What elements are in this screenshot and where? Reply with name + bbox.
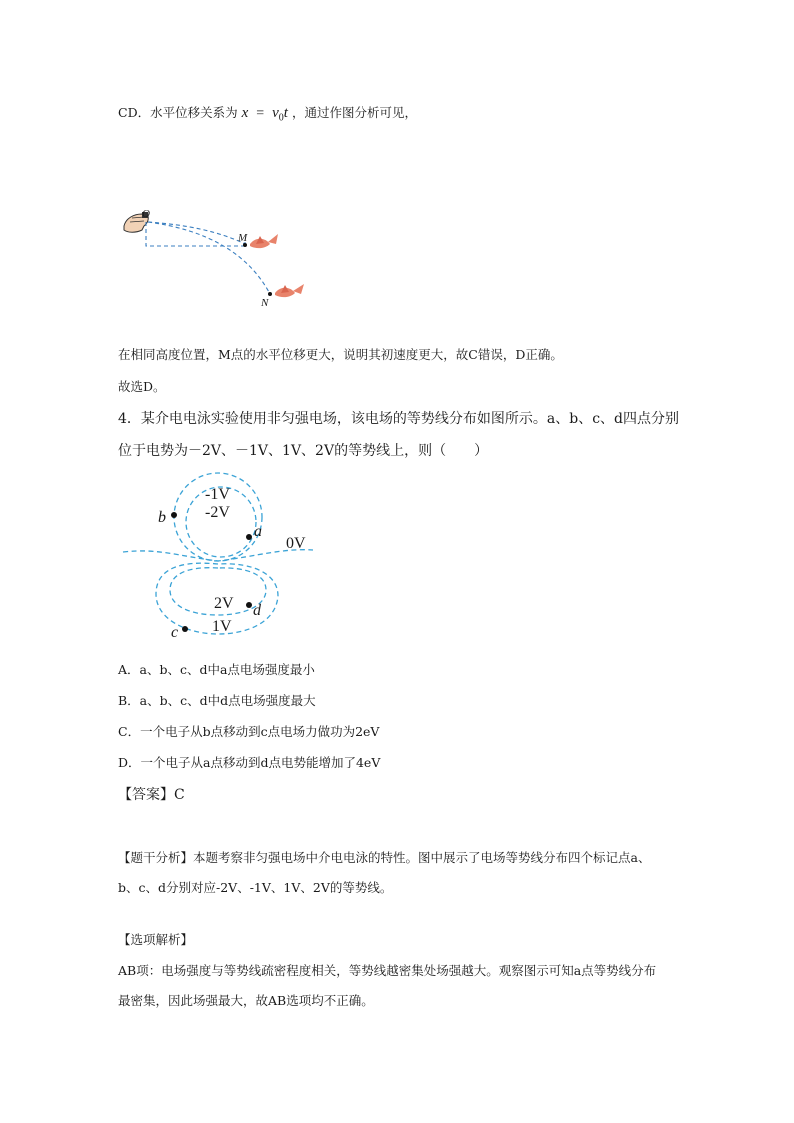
label-O: O: [142, 208, 150, 220]
formula-eq: =: [256, 106, 265, 121]
option-d: D．一个电子从a点移动到d点电势能增加了4eV: [118, 755, 381, 770]
ab-line2: 最密集，因此场强最大，故AB选项均不正确。: [118, 993, 374, 1008]
label-M: M: [238, 232, 248, 244]
option-b: B．a、b、c、d中d点电场强度最大: [118, 693, 316, 708]
formula-t: t: [283, 105, 288, 121]
point-d: [246, 602, 252, 608]
trajectory-N: [148, 222, 270, 294]
dart-icon-M: [250, 234, 278, 248]
cd-choice: 故选D。: [118, 379, 166, 394]
cd-line: [118, 103, 417, 124]
reference-lines: [146, 222, 245, 246]
analysis-stem-line1: 【题干分析】本题考察非匀强电场中介电电泳的特性。图中展示了电场等势线分布四个标记点a、: [118, 850, 651, 865]
cd-conclusion: 在相同高度位置，M点的水平位移更大，说明其初速度更大，故C错误，D正确。: [118, 347, 563, 362]
answer: 【答案】C: [118, 787, 185, 803]
label-zero: 0V: [286, 535, 306, 552]
option-c: C．一个电子从b点移动到c点电场力做功为2eV: [118, 724, 380, 739]
point-N: [268, 292, 272, 296]
label-minus1: -1V: [205, 486, 230, 503]
q4-stem-line1: 4．某介电电泳实验使用非匀强电场，该电场的等势线分布如图所示。a、b、c、d四点分别: [118, 411, 680, 427]
point-c: [182, 626, 188, 632]
label-plus2: 2V: [214, 595, 234, 612]
label-d: d: [253, 602, 261, 619]
ab-line1: AB项：电场强度与等势线疏密程度相关，等势线越密集处场强越大。观察图示可知a点等势线分布: [118, 963, 657, 978]
label-minus2: -2V: [205, 504, 230, 521]
formula-v: v: [272, 105, 279, 121]
formula-x: x: [241, 105, 249, 121]
dart-icon-N: [275, 284, 304, 297]
q4-stem-line2: 位于电势为－2V、－1V、1V、2V的等势线上，则（ ）: [118, 443, 489, 459]
label-a: a: [254, 523, 262, 540]
point-a: [246, 534, 252, 540]
formula-sub: 0: [278, 112, 284, 124]
cd-prefix: CD．水平位移关系为: [118, 105, 238, 120]
label-b: b: [158, 509, 166, 526]
analysis-stem-line2: b、c、d分别对应-2V、-1V、1V、2V的等势线。: [118, 880, 393, 895]
options-heading: 【选项解析】: [118, 932, 194, 947]
label-plus1: 1V: [212, 618, 232, 635]
option-a: A．a、b、c、d中a点电场强度最小: [118, 662, 315, 677]
point-b: [171, 512, 177, 518]
cd-suffix: ，通过作图分析可见，: [291, 105, 417, 120]
equipotential-figure: [118, 472, 318, 642]
contour-zero: [123, 550, 313, 561]
label-c: c: [171, 624, 179, 641]
throw-figure: [118, 200, 318, 315]
label-N: N: [261, 297, 269, 309]
